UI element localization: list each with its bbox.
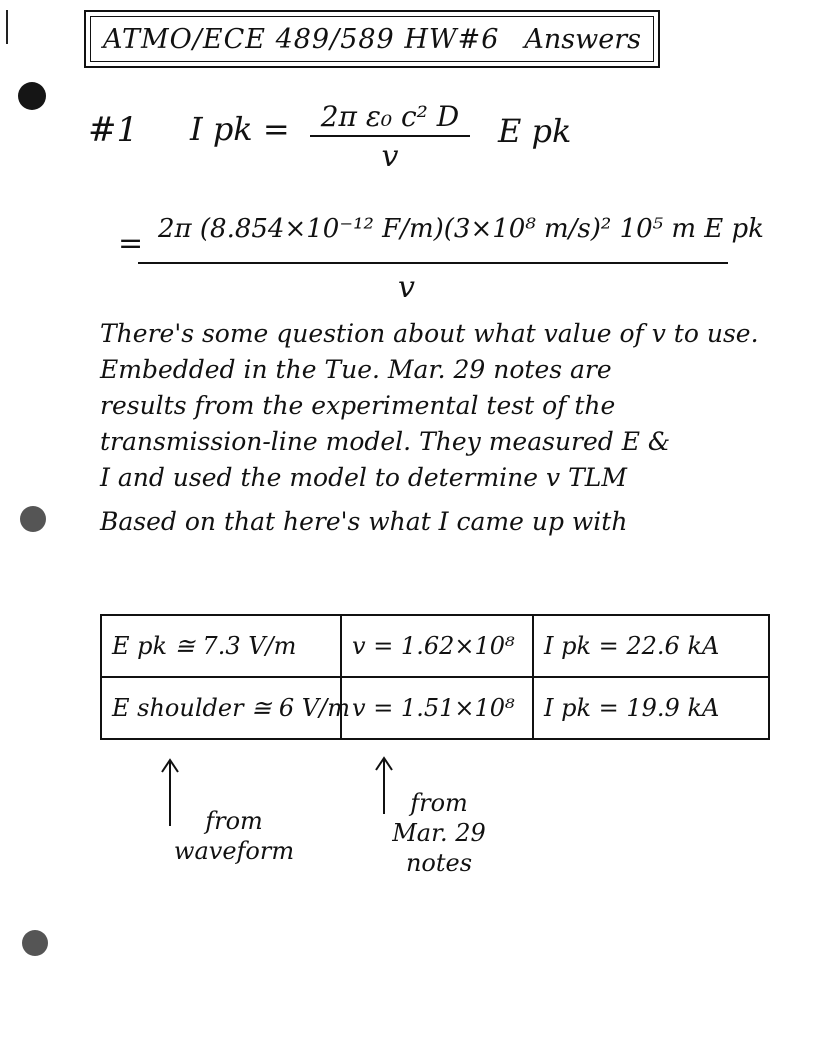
substituted-numerator: 2π (8.854×10⁻¹² F/m)(3×10⁸ m/s)² 10⁵ m E pk xyxy=(158,214,764,244)
paragraph-line: There's some question about what value of v to use. xyxy=(100,319,759,348)
formula-denominator: v xyxy=(381,139,399,174)
paragraph-line: results from the experimental test of the xyxy=(100,391,616,420)
table-cell: v = 1.51×10⁸ xyxy=(341,677,533,739)
table-cell: v = 1.62×10⁸ xyxy=(341,615,533,677)
formula-numerator: 2π ε₀ c² D xyxy=(320,100,460,133)
course-title: ATMO/ECE 489/589 HW#6 xyxy=(103,23,500,55)
paragraph-line: I and used the model to determine v TLM xyxy=(100,463,627,492)
title-box xyxy=(84,10,660,68)
annotation-line: from xyxy=(410,789,468,817)
fraction-bar xyxy=(138,262,728,264)
paragraph-line: Embedded in the Tue. Mar. 29 notes are xyxy=(100,355,612,384)
table-cell: I pk = 19.9 kA xyxy=(533,677,769,739)
annotation-line: Mar. 29 xyxy=(392,819,486,847)
formula-fraction xyxy=(310,100,470,174)
table-cell: E pk ≅ 7.3 V/m xyxy=(101,615,341,677)
paragraph-line: transmission-line model. They measured E & xyxy=(100,427,671,456)
results-table xyxy=(100,614,770,740)
table-row xyxy=(101,615,769,677)
substituted-formula xyxy=(118,210,764,310)
problem-number: #1 xyxy=(88,110,139,150)
punch-hole-middle xyxy=(20,506,46,532)
fraction-bar xyxy=(310,135,470,137)
paragraph-line: Based on that here's what I came up with xyxy=(100,507,628,536)
table-row xyxy=(101,677,769,739)
formula-rhs: E pk xyxy=(498,112,572,150)
formula-lhs: I pk = xyxy=(190,110,290,148)
punch-hole-bottom xyxy=(22,930,48,956)
equals-sign: = xyxy=(118,226,144,261)
annotation-line: waveform xyxy=(173,837,295,865)
substituted-denominator: v xyxy=(398,270,415,305)
annotation-line: from xyxy=(205,807,263,835)
table-cell: I pk = 22.6 kA xyxy=(533,615,769,677)
peak-current-formula xyxy=(190,100,610,190)
answers-label: Answers xyxy=(524,23,641,55)
explanation-paragraph xyxy=(100,316,790,540)
margin-mark xyxy=(6,10,8,44)
punch-hole-top xyxy=(18,82,46,110)
annotation-line: notes xyxy=(405,849,473,877)
annotation-from-waveform xyxy=(164,806,304,866)
table-cell: E shoulder ≅ 6 V/m xyxy=(101,677,341,739)
annotation-from-notes xyxy=(374,788,504,878)
